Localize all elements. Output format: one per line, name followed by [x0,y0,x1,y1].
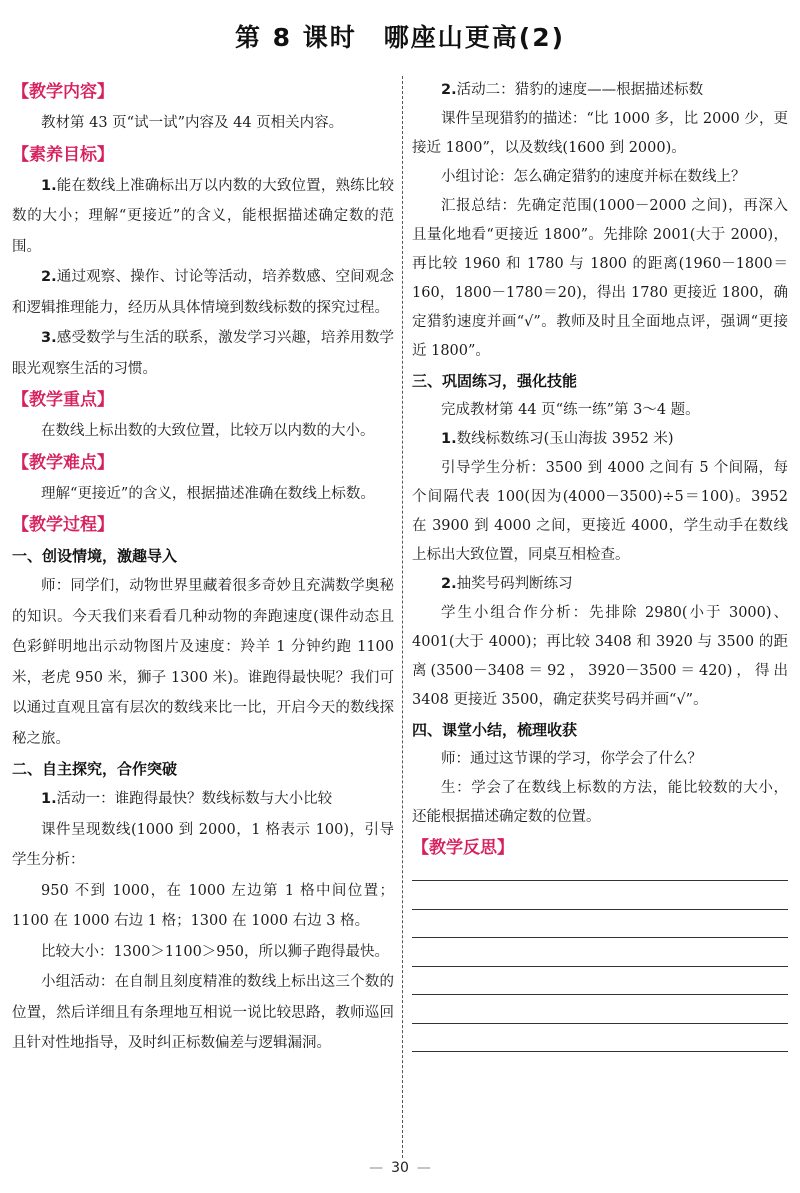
activity1-text: 小组活动：在自制且刻度精准的数线上标出这三个数的位置，然后详细且有条理地互相说一说比较思路，教师巡回且针对性地指导，及时纠正标数偏差与逻辑漏洞。 [12,974,394,1051]
key-text: 在数线上标出数的大致位置，比较万以内数的大小。 [41,423,375,439]
difficulty-text: 理解“更接近”的含义，根据描述准确在数线上标数。 [41,485,375,502]
writing-line[interactable] [412,994,788,995]
goal-item: 2.通过观察、操作、讨论等活动，培养数感、空间观念和逻辑推理能力，经历从具体情境到数线标数的探究过程。 [12,269,394,316]
exercise1-text: 引导学生分析：3500 到 4000 之间有 5 个间隔，每个间隔代表 100(因为(4000－3500)÷5＝100)。3952 在 3900 到 4000 之间，更接近 4000，学生动手在数线上标出大致位置，同桌互相检查。 [412,460,788,563]
activity1-title: 1.活动一：谁跑得最快？数线标数与大小比较 [41,791,333,807]
part4-text: 生：学会了在数线上标数的方法，能比较数的大小，还能根据描述确定数的位置。 [412,780,788,825]
page-number-dash: — [369,1160,384,1176]
activity1-text: 比较大小：1300＞1100＞950，所以狮子跑得最快。 [41,943,389,960]
part1-heading: 一、创设情境，激趣导入 [12,547,178,565]
section-tag-process: 【教学过程】 [12,515,114,535]
content-text: 教材第 43 页“试一试”内容及 44 页相关内容。 [41,115,344,131]
part3-text: 完成教材第 44 页“练一练”第 3～4 题。 [441,402,700,418]
section-tag-reflection: 【教学反思】 [412,838,514,858]
activity1-text: 课件呈现数线(1000 到 2000，1 格表示 100)，引导学生分析： [12,821,394,868]
section-tag-goals: 【素养目标】 [12,144,114,165]
exercise2-title: 2.抽奖号码判断练习 [441,576,573,592]
part2-heading: 二、自主探究，合作突破 [12,760,178,778]
activity2-title: 2.活动二：猎豹的速度——根据描述标数 [441,82,704,98]
column-divider [402,76,403,1158]
writing-line[interactable] [412,966,788,967]
right-column [412,76,788,1052]
exercise2-text: 学生小组合作分析：先排除 2980(小于 3000)、4001(大于 4000)；再比较 3408 和 3920 与 3500 的距离(3500－3408＝92，3920－3500＝420)，得出 3408 更接近 3500，确定获奖号码并画“√”。 [412,605,788,708]
part4-text: 师：通过这节课的学习，你学会了什么？ [441,751,702,767]
reflection-lines [412,880,788,1052]
activity2-text: 课件呈现猎豹的描述：“比 1000 多，比 2000 少，更接近 1800”，以及数线(1600 到 2000)。 [412,111,788,156]
writing-line[interactable] [412,880,788,881]
exercise1-title: 1.数线标数练习(玉山海拔 3952 米) [441,431,674,447]
page-number-dash: — [416,1160,431,1176]
activity2-text: 汇报总结：先确定范围(1000－2000 之间)，再深入且量化地看“更接近 1800”。先排除 2001(大于 2000)，再比较 1960 和 1780 与 1800 的距离(1960－1800＝160，1800－1780＝20)，得出 1780 更接近 1800，确定猎豹速度并画“√”。教师及时且全面地点评，强调“更接近 1800”。 [412,198,788,359]
goal-item: 1.能在数线上准确标出万以内数的大致位置，熟练比较数的大小；理解“更接近”的含义，能根据描述确定数的范围。 [12,177,394,255]
writing-line[interactable] [412,909,788,910]
part3-heading: 三、巩固练习，强化技能 [412,372,578,390]
writing-line[interactable] [412,937,788,938]
activity1-text: 950 不到 1000，在 1000 左边第 1 格中间位置；1100 在 1000 右边 1 格；1300 在 1000 右边 3 格。 [12,882,394,929]
writing-line[interactable] [412,1023,788,1024]
activity2-text: 小组讨论：怎么确定猎豹的速度并标在数线上？ [441,169,746,185]
left-column [12,76,394,1059]
part1-text: 师：同学们，动物世界里藏着很多奇妙且充满数学奥秘的知识。今天我们来看看几种动物的奔跑速度(课件动态且色彩鲜明地出示动物图片及速度：羚羊 1 分钟约跑 1100 米，老虎 950 米，狮子 1300 米)。谁跑得最快呢？我们可以通过直观且富有层次的数线来比一比，开启今天的数线探秘之旅。 [12,578,394,747]
section-tag-difficulty: 【教学难点】 [12,452,114,473]
section-tag-key: 【教学重点】 [12,390,114,410]
goal-item: 3.感受数学与生活的联系，激发学习兴趣，培养用数学眼光观察生活的习惯。 [12,330,394,377]
page-number: — 30 — [369,1160,431,1176]
page-title: 第 8 课时 哪座山更高(2) [234,23,566,52]
writing-line[interactable] [412,1051,788,1052]
part4-heading: 四、课堂小结，梳理收获 [412,721,578,739]
section-tag-content: 【教学内容】 [12,82,114,102]
